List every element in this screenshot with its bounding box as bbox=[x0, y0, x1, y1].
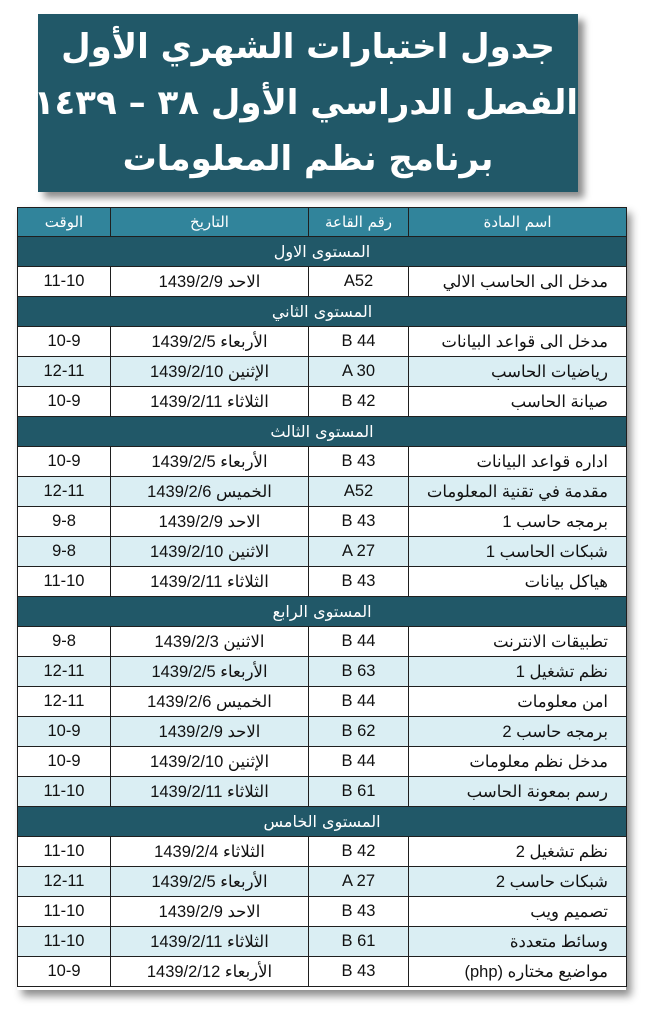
cell-room: B 42 bbox=[309, 387, 409, 417]
cell-room: B 42 bbox=[309, 837, 409, 867]
cell-subject: شبكات حاسب 2 bbox=[409, 867, 627, 897]
cell-subject: اداره قواعد البيانات bbox=[409, 447, 627, 477]
cell-room: A 27 bbox=[309, 867, 409, 897]
section-row bbox=[18, 597, 627, 627]
cell-subject: برمجه حاسب 2 bbox=[409, 717, 627, 747]
header-date: التاريخ bbox=[111, 208, 309, 237]
cell-date: الثلاثاء 1439/2/11 bbox=[111, 777, 309, 807]
table-row bbox=[18, 747, 627, 777]
cell-date: الأربعاء 1439/2/5 bbox=[111, 657, 309, 687]
cell-room: B 61 bbox=[309, 777, 409, 807]
table-row bbox=[18, 567, 627, 597]
cell-date: الأربعاء 1439/2/5 bbox=[111, 327, 309, 357]
table-row bbox=[18, 897, 627, 927]
header-subject: اسم المادة bbox=[409, 208, 627, 237]
section-title: المستوى الرابع bbox=[18, 597, 627, 627]
table-row bbox=[18, 957, 627, 987]
section-title: المستوى الثاني bbox=[18, 297, 627, 327]
title-line-2: الفصل الدراسي الأول ٣٨ – ١٤٣٩ bbox=[33, 83, 578, 123]
cell-date: الاحد 1439/2/9 bbox=[111, 897, 309, 927]
cell-room: B 61 bbox=[309, 927, 409, 957]
cell-time: 11-10 bbox=[18, 267, 111, 297]
cell-room: B 43 bbox=[309, 897, 409, 927]
cell-time: 12-11 bbox=[18, 867, 111, 897]
cell-subject: مدخل نظم معلومات bbox=[409, 747, 627, 777]
cell-date: الثلاثاء 1439/2/11 bbox=[111, 927, 309, 957]
table-row bbox=[18, 327, 627, 357]
table-row bbox=[18, 537, 627, 567]
cell-date: الأربعاء 1439/2/5 bbox=[111, 867, 309, 897]
cell-subject: رسم بمعونة الحاسب bbox=[409, 777, 627, 807]
cell-room: B 44 bbox=[309, 627, 409, 657]
cell-date: الثلاثاء 1439/2/4 bbox=[111, 837, 309, 867]
cell-room: A 27 bbox=[309, 537, 409, 567]
cell-date: الخميس 1439/2/6 bbox=[111, 687, 309, 717]
table-row bbox=[18, 267, 627, 297]
cell-time: 10-9 bbox=[18, 957, 111, 987]
title-banner bbox=[33, 14, 578, 192]
cell-date: الثلاثاء 1439/2/11 bbox=[111, 567, 309, 597]
cell-time: 10-9 bbox=[18, 447, 111, 477]
cell-date: الخميس 1439/2/6 bbox=[111, 477, 309, 507]
cell-date: الاثنين 1439/2/10 bbox=[111, 537, 309, 567]
section-row bbox=[18, 417, 627, 447]
cell-time: 12-11 bbox=[18, 657, 111, 687]
table-row bbox=[18, 687, 627, 717]
cell-room: A 30 bbox=[309, 357, 409, 387]
exam-schedule-table bbox=[17, 207, 626, 990]
cell-date: الاحد 1439/2/9 bbox=[111, 507, 309, 537]
cell-subject: رياضيات الحاسب bbox=[409, 357, 627, 387]
header-time: الوقت bbox=[18, 208, 111, 237]
cell-date: الأربعاء 1439/2/5 bbox=[111, 447, 309, 477]
cell-room: B 62 bbox=[309, 717, 409, 747]
cell-room: A52 bbox=[309, 477, 409, 507]
cell-time: 9-8 bbox=[18, 507, 111, 537]
cell-subject: مواضيع مختاره (php) bbox=[409, 957, 627, 987]
table-row bbox=[18, 657, 627, 687]
cell-time: 10-9 bbox=[18, 327, 111, 357]
cell-subject: نظم تشغيل 1 bbox=[409, 657, 627, 687]
cell-time: 12-11 bbox=[18, 357, 111, 387]
section-title: المستوى الخامس bbox=[18, 807, 627, 837]
cell-subject: صيانة الحاسب bbox=[409, 387, 627, 417]
cell-room: B 44 bbox=[309, 687, 409, 717]
table-row bbox=[18, 777, 627, 807]
cell-room: A52 bbox=[309, 267, 409, 297]
cell-date: الإثنين 1439/2/10 bbox=[111, 357, 309, 387]
cell-room: B 44 bbox=[309, 327, 409, 357]
table-row bbox=[18, 387, 627, 417]
cell-subject: وسائط متعددة bbox=[409, 927, 627, 957]
cell-time: 11-10 bbox=[18, 897, 111, 927]
cell-date: الاثنين 1439/2/3 bbox=[111, 627, 309, 657]
cell-time: 12-11 bbox=[18, 477, 111, 507]
cell-subject: مقدمة في تقنية المعلومات bbox=[409, 477, 627, 507]
table-row bbox=[18, 357, 627, 387]
cell-subject: مدخل الى الحاسب الالي bbox=[409, 267, 627, 297]
table-row bbox=[18, 867, 627, 897]
title-line-3: برنامج نظم المعلومات bbox=[122, 139, 494, 179]
cell-date: الثلاثاء 1439/2/11 bbox=[111, 387, 309, 417]
section-row bbox=[18, 297, 627, 327]
table-row bbox=[18, 837, 627, 867]
table-row bbox=[18, 627, 627, 657]
cell-room: B 43 bbox=[309, 447, 409, 477]
cell-time: 10-9 bbox=[18, 717, 111, 747]
table-row bbox=[18, 717, 627, 747]
cell-subject: تصميم ويب bbox=[409, 897, 627, 927]
section-title: المستوى الاول bbox=[18, 237, 627, 267]
cell-room: B 43 bbox=[309, 567, 409, 597]
cell-date: الأربعاء 1439/2/12 bbox=[111, 957, 309, 987]
cell-time: 9-8 bbox=[18, 537, 111, 567]
table-header-row bbox=[18, 208, 627, 237]
cell-time: 10-9 bbox=[18, 387, 111, 417]
schedule-table bbox=[17, 207, 627, 987]
cell-subject: تطبيقات الانترنت bbox=[409, 627, 627, 657]
cell-subject: مدخل الى قواعد البيانات bbox=[409, 327, 627, 357]
table-row bbox=[18, 927, 627, 957]
cell-time: 11-10 bbox=[18, 927, 111, 957]
cell-room: B 44 bbox=[309, 747, 409, 777]
section-row bbox=[18, 237, 627, 267]
cell-time: 10-9 bbox=[18, 747, 111, 777]
cell-time: 11-10 bbox=[18, 837, 111, 867]
cell-date: الاحد 1439/2/9 bbox=[111, 717, 309, 747]
section-title: المستوى الثالث bbox=[18, 417, 627, 447]
cell-time: 11-10 bbox=[18, 567, 111, 597]
section-row bbox=[18, 807, 627, 837]
title-line-1: جدول اختبارات الشهري الأول bbox=[61, 27, 555, 67]
cell-time: 9-8 bbox=[18, 627, 111, 657]
cell-subject: هياكل بيانات bbox=[409, 567, 627, 597]
table-row bbox=[18, 507, 627, 537]
cell-subject: برمجه حاسب 1 bbox=[409, 507, 627, 537]
cell-room: B 43 bbox=[309, 507, 409, 537]
table-row bbox=[18, 447, 627, 477]
cell-date: الاحد 1439/2/9 bbox=[111, 267, 309, 297]
table-row bbox=[18, 477, 627, 507]
cell-subject: نظم تشغيل 2 bbox=[409, 837, 627, 867]
cell-time: 12-11 bbox=[18, 687, 111, 717]
cell-room: B 63 bbox=[309, 657, 409, 687]
cell-subject: امن معلومات bbox=[409, 687, 627, 717]
header-room: رقم القاعة bbox=[309, 208, 409, 237]
cell-subject: شبكات الحاسب 1 bbox=[409, 537, 627, 567]
cell-date: الإثنين 1439/2/10 bbox=[111, 747, 309, 777]
cell-room: B 43 bbox=[309, 957, 409, 987]
cell-time: 11-10 bbox=[18, 777, 111, 807]
